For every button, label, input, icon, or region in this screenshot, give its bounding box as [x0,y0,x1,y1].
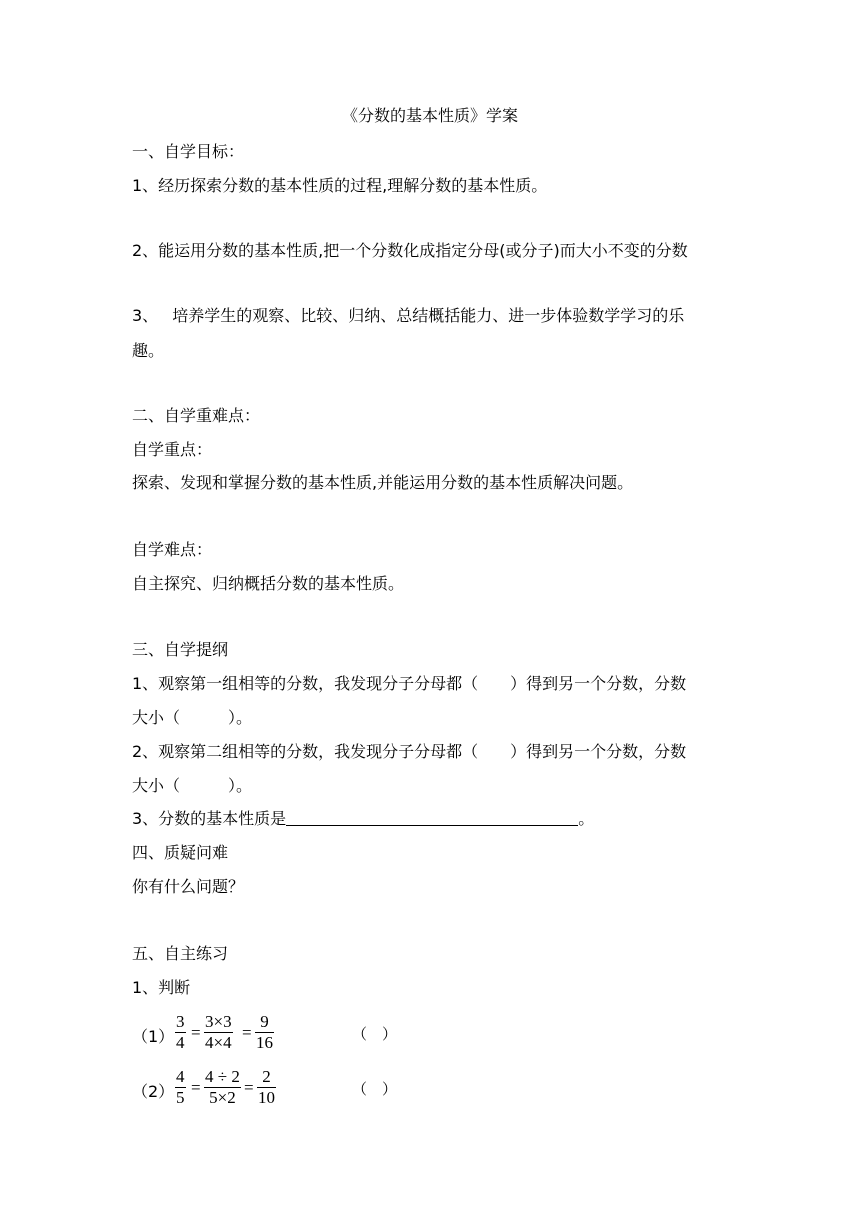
outline-question-3-suffix: 。 [578,809,595,828]
practice-judge-heading: 1、判断 [132,978,191,997]
equals-sign: = [242,1023,252,1042]
goal-item-3-text: 培养学生的观察、比较、归纳、总结概括能力、进一步体验数学学习的乐 [172,306,685,325]
questions-prompt: 你有什么问题？ [132,877,245,896]
section-heading-questions: 四、质疑问难 [132,843,229,862]
difficulty-label: 自学难点： [132,540,213,559]
goal-item-3-number: 3、 [132,306,159,325]
outline-question-2-line1: 2、观察第二组相等的分数，我发现分子分母都（ ）得到另一个分数，分数 [132,742,687,761]
section-heading-goals: 一、自学目标： [132,142,245,161]
fill-in-blank-line[interactable] [286,809,578,826]
key-point-label: 自学重点： [132,440,213,459]
exercise-2-label: （2） [132,1082,175,1101]
fraction-1: $\frac{3}{4}$ [176,1012,185,1052]
difficulty-text: 自主探究、归纳概括分数的基本性质。 [132,574,405,593]
document-title: 《分数的基本性质》学案 [341,106,518,125]
section-heading-practice: 五、自主练习 [132,944,229,963]
outline-question-2-line2: 大小（ ）。 [132,776,253,795]
exercise-1-label: （1） [132,1027,175,1046]
outline-question-1-line2: 大小（ ）。 [132,708,253,727]
goal-item-2: 2、能运用分数的基本性质,把一个分数化成指定分母(或分子)而大小不变的分数 [132,241,688,260]
fraction-3: $\frac{2}{10}$ [258,1067,275,1107]
equals-sign: = [244,1078,254,1097]
fraction-3: $\frac{9}{16}$ [256,1012,273,1052]
equals-sign: = [191,1023,201,1042]
key-point-text: 探索、发现和掌握分数的基本性质,并能运用分数的基本性质解决问题。 [132,473,634,492]
section-heading-key-points: 二、自学重难点： [132,406,261,425]
outline-question-3-prefix: 3、分数的基本性质是 [132,809,287,828]
goal-item-3-line2: 趣。 [132,341,165,360]
goal-item-1: 1、经历探索分数的基本性质的过程,理解分数的基本性质。 [132,176,548,195]
goal-item-3-line1 [132,306,728,326]
fraction-1: $\frac{4}{5}$ [176,1067,185,1107]
fraction-2: $\frac{4 \div 2}{5\times 2}$ [205,1067,240,1107]
judge-exercise-1 [132,1012,532,1056]
outline-question-1-line1: 1、观察第一组相等的分数，我发现分子分母都（ ）得到另一个分数，分数 [132,674,687,693]
outline-question-3 [132,809,594,829]
answer-parentheses-1[interactable]: （ ） [352,1025,398,1043]
judge-exercise-2 [132,1067,532,1111]
fraction-2: $\frac{3\times 3}{4\times 4}$ [205,1012,232,1052]
section-heading-outline: 三、自学提纲 [132,640,229,659]
answer-parentheses-2[interactable]: （ ） [352,1080,398,1098]
equals-sign: = [191,1078,201,1097]
